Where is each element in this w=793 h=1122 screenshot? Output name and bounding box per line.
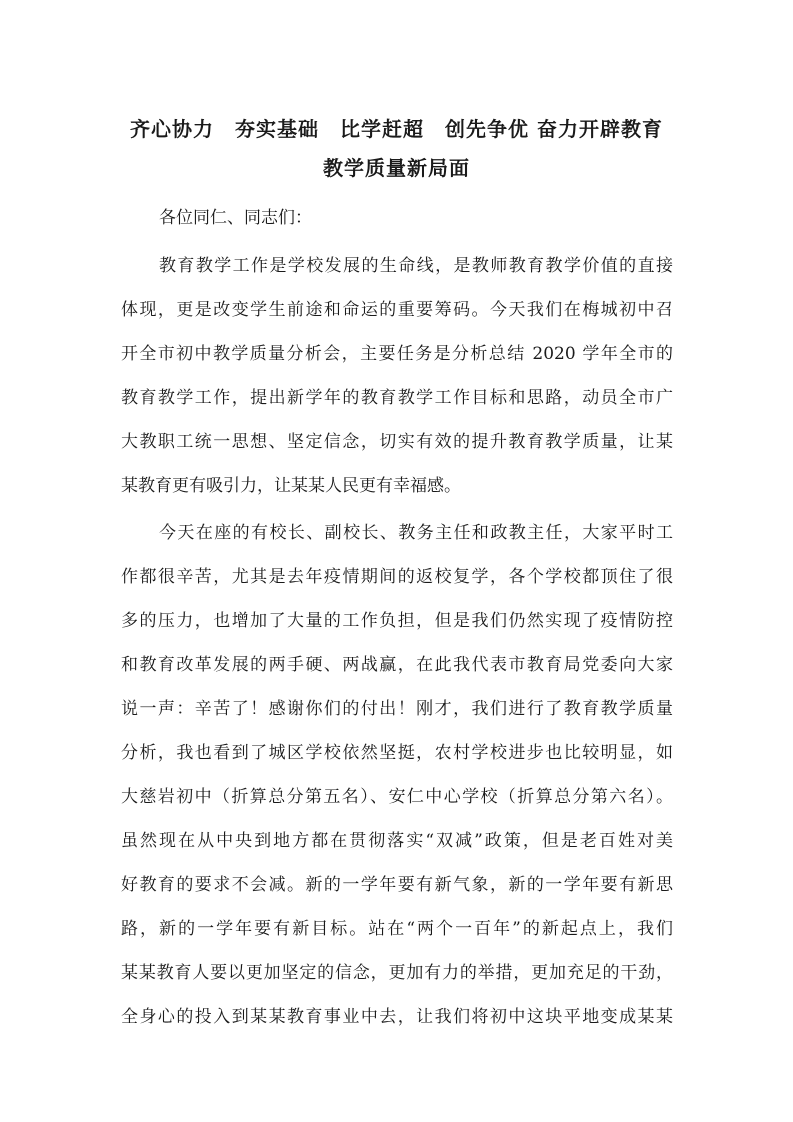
paragraph-2-line: 全身心的投入到某某教育事业中去，让我们将初中这块平地变成某某 [121, 1007, 673, 1027]
paragraph-1-line: 教育教学工作，提出新学年的教育教学工作目标和思路，动员全市广 [121, 388, 673, 408]
paragraph-2-line: 好教育的要求不会减。新的一学年要有新气象，新的一学年要有新思 [121, 875, 673, 895]
paragraph-2-line: 虽然现在从中央到地方都在贯彻落实“双减”政策，但是老百姓对美 [121, 831, 673, 851]
paragraph-1-line: 大教职工统一思想、坚定信念，切实有效的提升教育教学质量，让某 [121, 432, 673, 452]
paragraph-1-line: 某教育更有吸引力，让某某人民更有幸福感。 [121, 476, 461, 496]
paragraph-2-line: 作都很辛苦，尤其是去年疫情期间的返校复学，各个学校都顶住了很 [121, 567, 673, 587]
paragraph-1-line: 体现，更是改变学生前途和命运的重要筹码。今天我们在梅城初中召 [121, 300, 673, 320]
paragraph-1-line: 开全市初中教学质量分析会，主要任务是分析总结 2020 学年全市的 [121, 344, 673, 364]
paragraph-2-line: 和教育改革发展的两手硬、两战赢，在此我代表市教育局党委向大家 [121, 655, 673, 675]
paragraph-2-line: 说一声：辛苦了！感谢你们的付出！刚才，我们进行了教育教学质量 [121, 699, 673, 719]
paragraph-2-line: 大慈岩初中（折算总分第五名）、安仁中心学校（折算总分第六名）。 [121, 787, 673, 807]
paragraph-2-line: 某某教育人要以更加坚定的信念，更加有力的举措，更加充足的干劲， [121, 963, 673, 983]
salutation: 各位同仁、同志们： [159, 208, 312, 228]
document-title-line-1: 齐心协力 夯实基础 比学赶超 创先争优 奋力开辟教育 [130, 117, 663, 141]
paragraph-2-line: 分析，我也看到了城区学校依然坚挺，农村学校进步也比较明显，如 [121, 743, 673, 763]
paragraph-2-line: 多的压力，也增加了大量的工作负担，但是我们仍然实现了疫情防控 [121, 611, 673, 631]
paragraph-2-line: 今天在座的有校长、副校长、教务主任和政教主任，大家平时工 [159, 523, 673, 543]
paragraph-2-line: 路，新的一学年要有新目标。站在“两个一百年”的新起点上，我们 [121, 919, 673, 939]
document-title-line-2: 教学质量新局面 [323, 156, 470, 180]
paragraph-1-line: 教育教学工作是学校发展的生命线，是教师教育教学价值的直接 [159, 256, 673, 276]
